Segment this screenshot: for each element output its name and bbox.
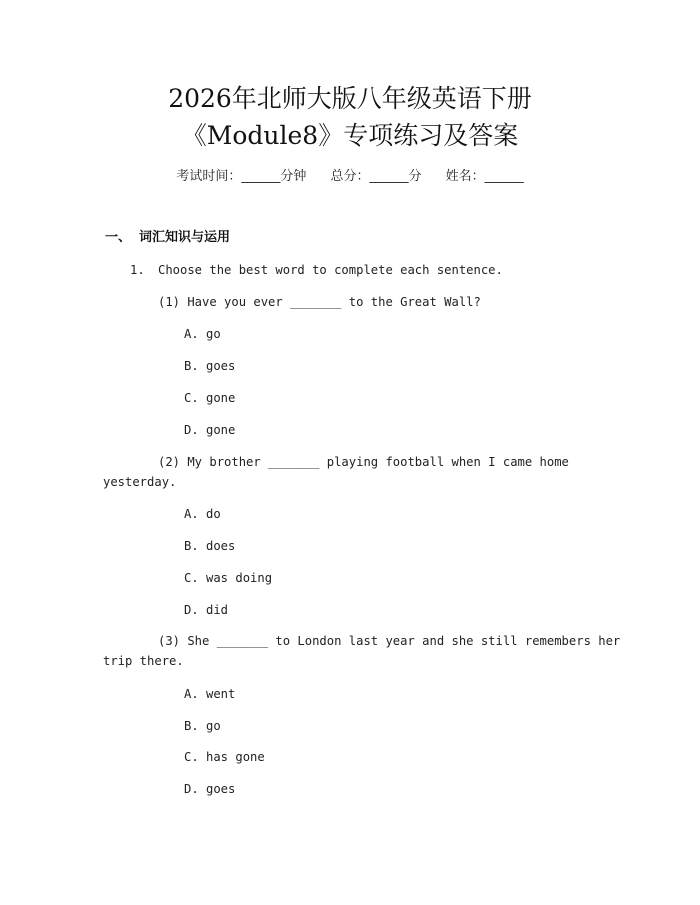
sub-question-2-option-a: A. do (184, 507, 221, 521)
sub-question-3-option-d: D. goes (184, 782, 236, 796)
sub-question-1-option-c: C. gone (184, 391, 236, 405)
student-name-field: 姓名：______ (445, 169, 524, 184)
question-instruction (130, 261, 503, 279)
sub-question-1-option-a: A. go (184, 327, 221, 341)
section-title: 词汇知识与运用 (139, 230, 231, 245)
sub-question-2: (2) My brother _______ playing football when I came home (158, 455, 569, 469)
sub-question-2-option-c: C. was doing (184, 571, 273, 585)
sub-question-2-option-d: D. did (184, 603, 229, 617)
sub-question-3: (3) She _______ to London last year and she still remembers her (158, 634, 621, 648)
exam-time-field: 考试时间：______分钟 (176, 169, 307, 184)
sub-question-1: (1) Have you ever _______ to the Great Wall? (158, 295, 481, 309)
sub-question-2-continuation: yesterday. (103, 475, 177, 489)
question-number: 1. (130, 263, 145, 277)
sub-question-1-option-b: B. goes (184, 359, 236, 373)
section-heading (105, 229, 230, 247)
section-number: 一、 (105, 230, 132, 245)
sub-question-3-option-b: B. go (184, 719, 221, 733)
sub-question-1-option-d: D. gone (184, 423, 236, 437)
question-instruction-text: Choose the best word to complete each sentence. (158, 263, 503, 277)
sub-question-2-option-b: B. does (184, 539, 236, 553)
sub-question-3-option-c: C. has gone (184, 750, 265, 764)
sub-question-3-option-a: A. went (184, 687, 236, 701)
document-title-line-2: 《Module8》专项练习及答案 (181, 121, 519, 150)
document-title-line-1: 2026年北师大版八年级英语下册 (168, 84, 532, 113)
total-score-field: 总分：______分 (330, 169, 422, 184)
sub-question-3-continuation: trip there. (103, 654, 184, 668)
exam-info (0, 168, 700, 186)
